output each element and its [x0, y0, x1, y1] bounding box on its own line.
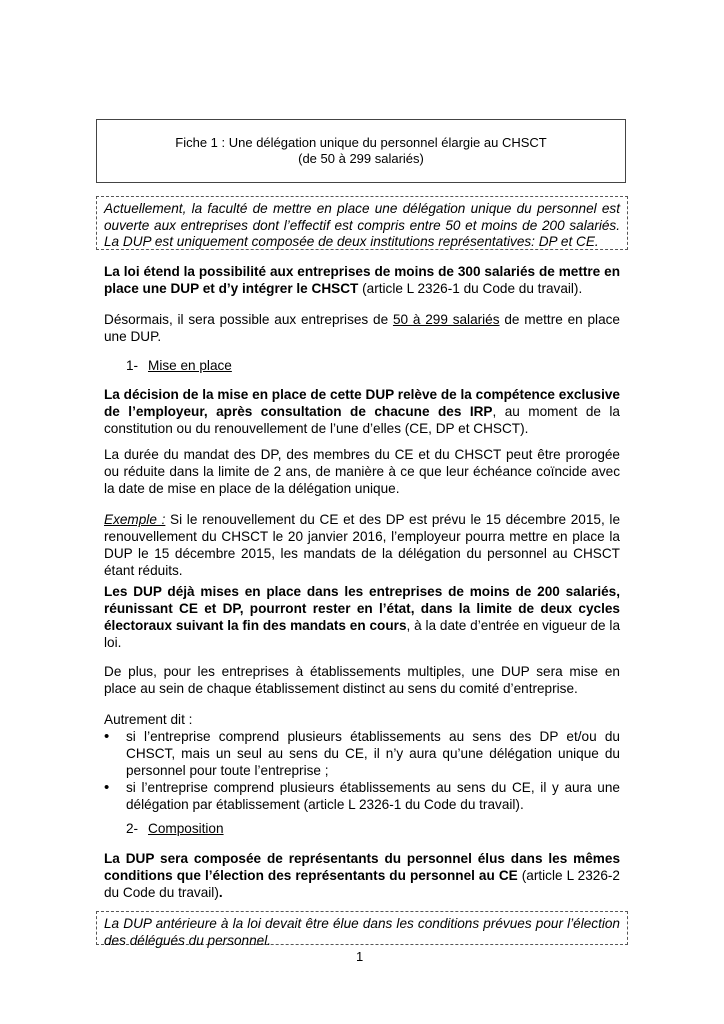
paragraph-composition [104, 850, 620, 901]
exemple-label: Exemple : [104, 512, 166, 527]
section-heading-composition [126, 820, 224, 837]
underlined-range: 50 à 299 salariés [392, 312, 500, 327]
paragraph-decision-rest: , au moment de la constitution ou du renouvellement de l’une d’elles (CE, DP et CHSCT). [104, 404, 620, 436]
bullet-item: • si l’entreprise comprend plusieurs établissements au sens des DP et/ou du CHSCT, mais un seul au sens du CE, il n’y aura qu’une délégation unique du personnel pour toute l’entreprise ; [104, 728, 620, 779]
paragraph-exemple-text: Si le renouvellement du CE et des DP est prévu le 15 décembre 2015, le renouvellement du CHSCT le 20 janvier 2016, l’employeur pourra mettre en place la DUP le 15 décembre 2015, les mandats de la délégation du personnel au CHSCT étant réduits. [104, 512, 620, 578]
paragraph-composition-bold: La DUP sera composée de représentants du personnel élus dans les mêmes conditions que l’élection des représentants du personnel au CE [104, 851, 620, 883]
paragraph-decision [104, 386, 620, 437]
paragraph-loi-bold: La loi étend la possibilité aux entreprises de moins de 300 salariés de mettre en place une DUP et d’y intégrer le CHSCT [104, 264, 620, 296]
paragraph-duree-text: La durée du mandat des DP, des membres du CE et du CHSCT peut être prorogée ou réduite dans la limite de 2 ans, de manière à ce que leur échéance coïncide avec la date de mise en place de la délégation unique. [104, 447, 620, 496]
paragraph-decision-bold: La décision de la mise en place de cette DUP relève de la compétence exclusive de l’employeur, après consultation de chacune des IRP [104, 387, 620, 419]
paragraph-exemple [104, 511, 620, 579]
paragraph-composition-rest: (article L 2326-2 du Code du travail) [104, 868, 620, 900]
section-number: 2- [126, 821, 139, 836]
paragraph-autrement-dit [104, 711, 620, 728]
paragraph-dup-existantes-bold: Les DUP déjà mises en place dans les entreprises de moins de 200 salariés, réunissant CE et DP, pourront rester en l’état, dans la limite de deux cycles électoraux suivant la fin des mandats en cours [104, 584, 620, 633]
autrement-dit-intro: Autrement dit : [104, 712, 193, 727]
paragraph-loi [104, 263, 620, 297]
section-number: 1- [126, 358, 139, 373]
fiche-title: Fiche 1 : Une délégation unique du personnel élargie au CHSCT [175, 135, 547, 150]
section-heading-mise-en-place [126, 357, 232, 374]
fiche-title-box [96, 119, 626, 183]
paragraph-etablissements-text: De plus, pour les entreprises à établissements multiples, une DUP sera mise en place au sein de chaque établissement distinct au sens du comité d’entreprise. [104, 664, 620, 696]
section-label: Mise en place [148, 358, 232, 373]
note-callout [96, 911, 628, 948]
paragraph-duree [104, 446, 620, 497]
paragraph-loi-rest: (article L 2326-1 du Code du travail). [358, 281, 583, 296]
fiche-subtitle: (de 50 à 299 salariés) [298, 151, 424, 166]
paragraph-etablissements [104, 663, 620, 697]
intro-text: Actuellement, la faculté de mettre en place une délégation unique du personnel est ouverte aux entreprises dont l’effectif est compris entre 50 et moins de 200 salariés. La DUP est uniquement composée de deux institutions représentatives: DP et CE. [104, 201, 620, 249]
paragraph-desormais-start: Désormais, il sera possible aux entreprises de [104, 312, 393, 327]
page-number: 1 [356, 949, 364, 964]
note-text: La DUP antérieure à la loi devait être élue dans les conditions prévues pour l’élection des délégués du personnel. [104, 916, 620, 948]
paragraph-dup-existantes [104, 583, 620, 651]
section-label: Composition [148, 821, 224, 836]
bullet-list [104, 728, 620, 813]
paragraph-desormais-end: de mettre en place une DUP. [104, 312, 620, 344]
bullet-item: • si l’entreprise comprend plusieurs établissements au sens du CE, il y aura une délégation par établissement (article L 2326-1 du Code du travail). [104, 779, 620, 813]
paragraph-dup-existantes-rest: , à la date d’entrée en vigueur de la loi. [104, 618, 621, 650]
intro-callout [96, 196, 628, 250]
paragraph-composition-end: . [218, 885, 223, 900]
paragraph-desormais [104, 311, 620, 345]
